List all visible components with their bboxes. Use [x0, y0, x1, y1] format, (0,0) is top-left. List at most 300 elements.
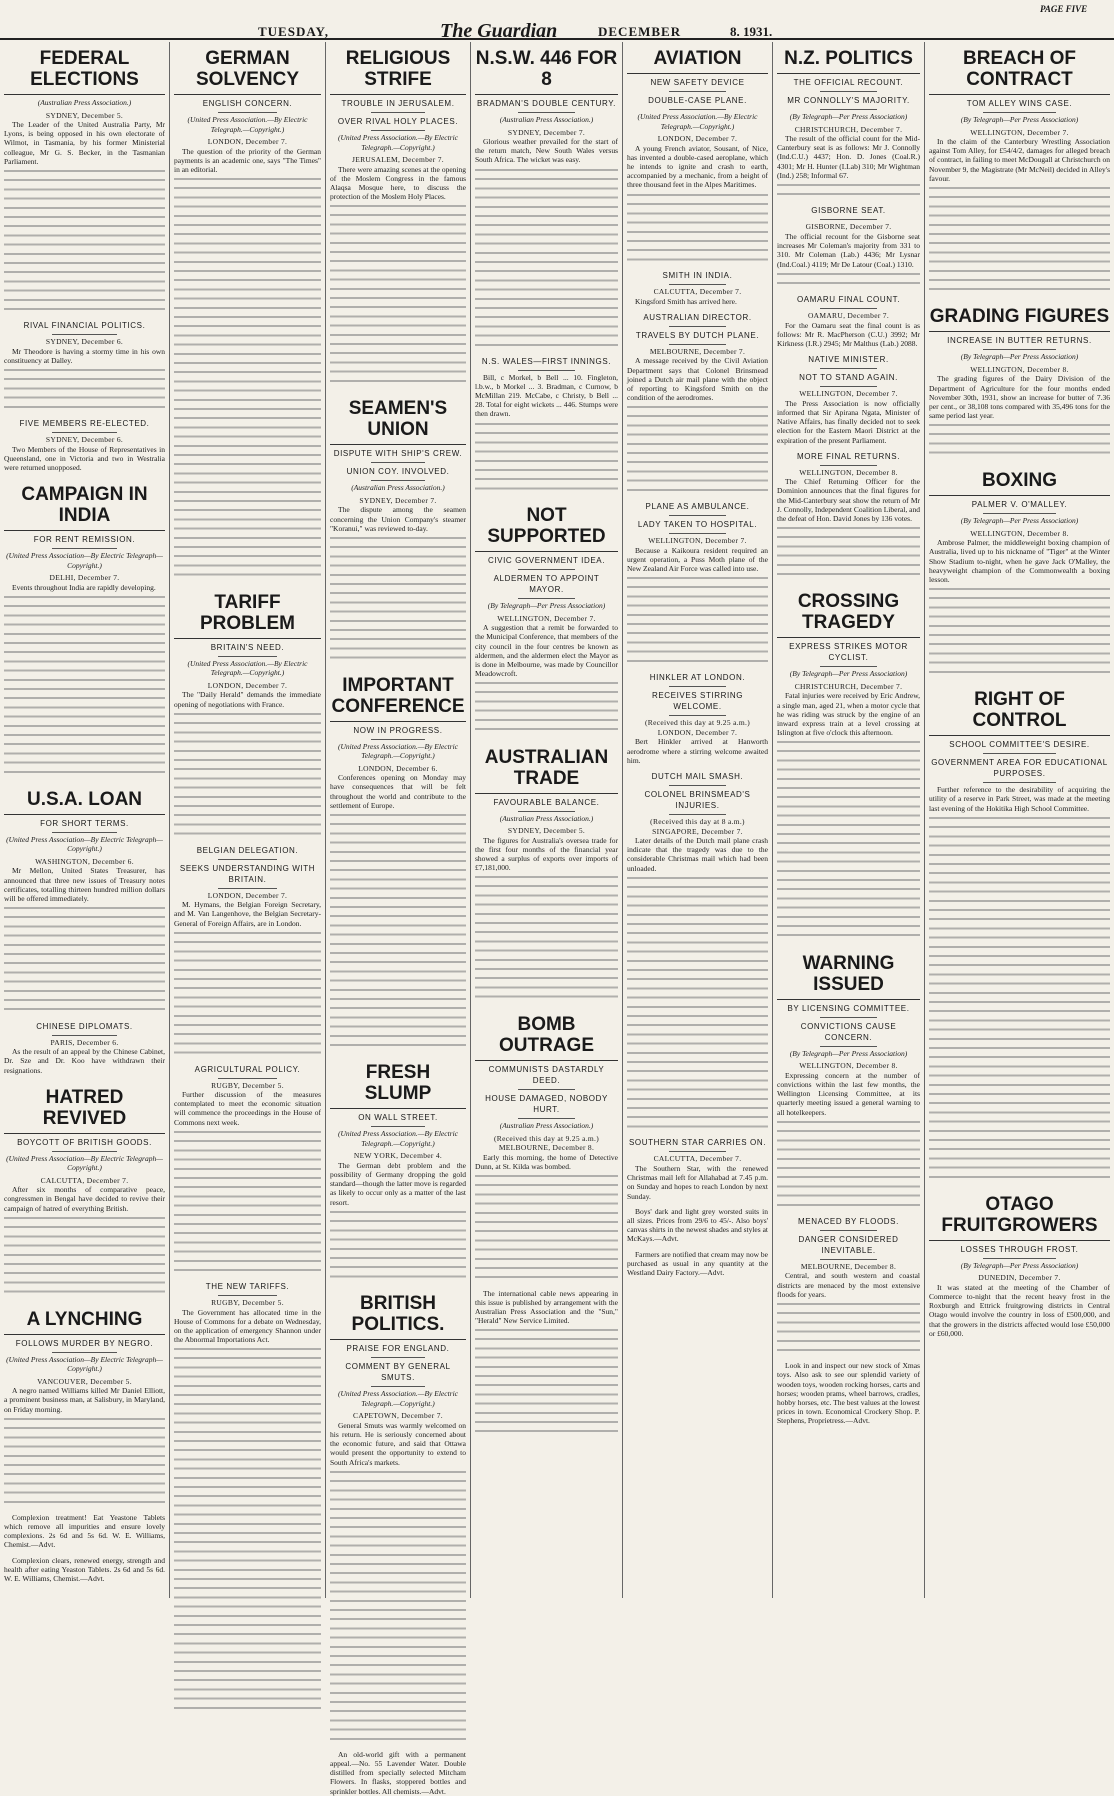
dateline: LONDON, December 6. [358, 763, 438, 773]
dateline: WELLINGTON, December 7. [799, 389, 898, 399]
headline: BRITISH POLITICS. [330, 1287, 466, 1340]
article-text: A negro named Williams killed Mr Daniel Elliott, a prominent business man, at Salisbury, in Maryland, on Friday morning. [4, 1386, 165, 1414]
news-article [4, 320, 165, 412]
news-column [925, 42, 1114, 1598]
subheadline: SCHOOL COMMITTEE'S DESIRE. [949, 740, 1090, 750]
headline: OTAGO FRUITGROWERS [929, 1188, 1110, 1241]
subheadline: RECEIVES STIRRING WELCOME. [651, 691, 744, 712]
article-text-lines [4, 366, 165, 412]
subheadline: PRAISE FOR ENGLAND. [346, 1344, 450, 1354]
article-text: The figures for Australia's oversea trade for the first four months of the financial year showed a surplus of exports over imports of £7,181,000. [475, 835, 618, 873]
article-text: Bert Hinkler arrived at Hanworth aerodrome where a stirring welcome awaited him. [627, 737, 768, 765]
news-article [777, 205, 920, 288]
news-article [627, 312, 768, 496]
article-text: Mr Mellon, United States Treasurer, has announced that three new issues of Treasury notes certificates, totalling thirteen hundred million dollars will be offered immediately. [4, 866, 165, 904]
article-text: The "Daily Herald" demands the immediate opening of negotiations with France. [174, 690, 321, 709]
divider [983, 349, 1055, 350]
article-text-lines [4, 1214, 165, 1297]
headline: A LYNCHING [4, 1303, 165, 1335]
subheadline: FOR SHORT TERMS. [40, 818, 129, 828]
dateline: SYDNEY, December 6. [45, 337, 124, 347]
divider [669, 326, 725, 327]
subheadline: CIVIC GOVERNMENT IDEA. [487, 556, 606, 566]
subheadline: BELGIAN DELEGATION. [196, 845, 299, 855]
article-text: The Government has allocated time in the House of Commons for a debate on Wednesday, on the application of emergency Shannon under the Abnormal Importations Act. [174, 1307, 321, 1345]
article-text-lines [330, 1208, 466, 1282]
divider [820, 219, 877, 220]
divider [518, 811, 575, 812]
newspaper-columns [0, 42, 1114, 1796]
article-text-lines [174, 929, 321, 1058]
article-text-lines [174, 1128, 321, 1275]
divider [371, 739, 425, 740]
press-credit: (United Press Association.—By Electric Telegraph.—Copyright.) [338, 133, 458, 152]
subheadline: BRADMAN'S DOUBLE CENTURY. [477, 99, 616, 108]
press-credit: (United Press Association.—By Electric Telegraph.—Copyright.) [187, 658, 308, 678]
dateline: NEW YORK, December 4. [353, 1151, 443, 1161]
divider [983, 1258, 1055, 1259]
subheadline: NOW IN PROGRESS. [353, 725, 443, 735]
article-text: A message received by the Civil Aviation Department says that Colonel Brinsmead joined a Dutch air mail plane with the object of reporting to Kingsford Smith on the condition of the aerodromes. [627, 356, 768, 403]
dateline: MELBOURNE, December 7. [649, 346, 746, 356]
headline: RELIGIOUS STRIFE [330, 42, 466, 95]
subheadline: SMITH IN INDIA. [662, 271, 733, 281]
news-column [170, 42, 326, 1598]
article-text: Glorious weather prevailed for the start of the return match, New South Wales versus South Africa. The wicket was easy. [475, 137, 618, 165]
press-credit: (By Telegraph—Per Press Association) [789, 112, 908, 121]
divider [669, 533, 725, 534]
divider [983, 112, 1055, 113]
divider [518, 598, 575, 599]
news-article [929, 464, 1110, 677]
divider [518, 112, 575, 113]
news-article [627, 1250, 768, 1278]
dateline: LONDON, December 7. [657, 134, 738, 143]
news-article [777, 1361, 920, 1425]
divider [371, 462, 425, 463]
headline: BOMB OUTRAGE [475, 1008, 618, 1061]
divider [371, 1386, 425, 1387]
divider [820, 666, 877, 667]
news-article [475, 1289, 618, 1437]
subheadline: HINKLER AT LONDON. [649, 673, 746, 683]
subheadline: OVER RIVAL HOLY PLACES. [337, 117, 459, 126]
masthead-date: 8. 1931. [730, 24, 773, 39]
article-text: Mr Theodore is having a stormy time in his own constituency at Dalley. [4, 346, 165, 365]
dateline: MELBOURNE, December 8. [800, 1261, 897, 1271]
divider [218, 1295, 277, 1296]
article-text: The grading figures of the Dairy Division of the Department of Agriculture for the four months ended November 30th, 1931, show an increase for butter of 7.36 per cent., or 38,108 tons compared with 35,496 tons for the same period last year. [929, 374, 1110, 421]
divider [52, 1035, 116, 1036]
divider [518, 569, 575, 570]
article-text: Further discussion of the measures contemplated to meet the economic situation will commence the proceedings in the House of Commons next week. [174, 1090, 321, 1127]
masthead [0, 0, 1114, 40]
article-text-lines [4, 904, 165, 1014]
news-article [174, 586, 321, 839]
divider [820, 386, 877, 387]
article-text: Fatal injuries were received by Eric Andrew, a single man, aged 21, when a motor cycle that he was riding was struck by the engine of an inward express train at a level crossing at Islington at five o'clock this afternoon. [777, 691, 920, 738]
article-text: The international cable news appearing in this issue is published by arrangement with the Australian Press Association and the "Sun," "Herald" New Service Limited. [475, 1288, 618, 1326]
news-article [475, 499, 618, 734]
headline: BREACH OF CONTRACT [929, 42, 1110, 95]
dateline: OAMARU, December 7. [807, 311, 890, 321]
article-text: There were amazing scenes at the opening of the Moslem Congress in the famous Alaqsa Mosque here, to discuss the protection of the Moslem Holy Places. [330, 164, 466, 202]
divider [52, 432, 116, 433]
news-article [627, 501, 768, 666]
subheadline: AGRICULTURAL POLICY. [194, 1064, 301, 1074]
headline: TARIFF PROBLEM [174, 586, 321, 639]
divider [52, 548, 116, 549]
dateline: LONDON, December 7. [207, 137, 288, 146]
divider [820, 109, 877, 110]
article-text-lines [475, 873, 618, 1002]
news-article [4, 1081, 165, 1297]
divider [371, 1126, 425, 1127]
article-text-lines [627, 403, 768, 495]
divider [820, 308, 877, 309]
subheadline: NEW SAFETY DEVICE [650, 78, 745, 87]
divider [371, 112, 425, 113]
article-text-lines [929, 814, 1110, 1182]
masthead-month: DECEMBER [598, 24, 682, 39]
dateline: (Received this day at 8 a.m.) SINGAPORE, December 7. [650, 817, 745, 836]
dateline: CALCUTTA, December 7. [653, 1154, 742, 1164]
article-text: Ambrose Palmer, the middleweight boxing champion of Australia, lived up to his nickname of "Tiger" at the Winter Show Stadium to-night, when he gave Jack O'Malley, the heavyweight champion of the Commonwealth a boxing lesson. [929, 538, 1110, 585]
divider [218, 112, 277, 113]
article-text-lines [777, 738, 920, 940]
divider [669, 515, 725, 516]
article-text-lines [330, 202, 466, 386]
subheadline: PALMER V. O'MALLEY. [971, 500, 1068, 510]
news-article [475, 356, 618, 494]
news-article [475, 741, 618, 1003]
article-text: After six months of comparative peace, congressmen in Bengal have decided to revive their campaign of hatred of everything British. [4, 1185, 165, 1213]
subheadline: MENACED BY FLOODS. [798, 1216, 899, 1226]
dateline: RUGBY, December 5. [211, 1080, 284, 1090]
article-text: The official recount for the Gisborne seat increases Mr Coleman's majority from 331 to 310. Mr Coleman (Lab.) 4436; Mr Lysnar (Ind.Coal.) 4119; Mr De Latour (Coal.) 1310. [777, 231, 920, 269]
news-article [777, 451, 920, 580]
headline: N.S.W. 446 FOR 8 [475, 42, 618, 95]
news-article [627, 1207, 768, 1244]
dateline: PARIS, December 6. [50, 1037, 119, 1047]
divider [371, 130, 425, 131]
article-text: Farmers are notified that cream may now be purchased as usual in any quantity at the Westland Dairy Factory.—Advt. [627, 1249, 768, 1277]
article-text-lines [330, 1468, 466, 1744]
article-text: Events throughout India are rapidly developing. [12, 582, 156, 592]
article-text: Because a Kaikoura resident required an urgent operation, a Puss Moth plane of the New Zealand Air Force was called into use. [627, 545, 768, 574]
headline: BOXING [929, 464, 1110, 496]
headline: FEDERAL ELECTIONS [4, 42, 165, 95]
article-text: Further reference to the desirability of acquiring the utility of a reserve in Park Street, was made at the meeting last evening of the Hokitika High School Committee. [929, 785, 1110, 813]
subheadline: FAVOURABLE BALANCE. [493, 797, 600, 807]
divider [669, 785, 725, 786]
news-column [0, 42, 170, 1598]
news-article [777, 1216, 920, 1355]
article-text-lines [174, 1345, 321, 1713]
article-text: The question of the priority of the German payments is an academic one, says "The Times" in an editorial. [174, 146, 321, 174]
press-credit: (United Press Association.—By Electric Telegraph.—Copyright.) [338, 1389, 458, 1408]
press-credit: (United Press Association.—By Electric Telegraph.—Copyright.) [338, 1129, 458, 1148]
news-article [777, 354, 920, 445]
article-text-lines [777, 524, 920, 579]
subheadline: FIVE MEMBERS RE-ELECTED. [19, 419, 150, 429]
dateline: WELLINGTON, December 8. [970, 528, 1069, 538]
article-text: The result of the official count for the Mid-Canterbury seat is as follows: Mr J. Connolly (Ind.C.U.) 4437; Hon. D. Jones (Coal.R.) 4301; Mr H. Hunter (I.Lab) 310; Mr Wightman (Ind.) 258; Informal 67. [777, 134, 920, 180]
news-article [4, 418, 165, 472]
press-credit: (By Telegraph—Per Press Association) [960, 516, 1079, 526]
press-credit: (United Press Association.—By Electric Telegraph.—Copyright.) [338, 741, 458, 761]
subheadline: TROUBLE IN JERUSALEM. [341, 99, 455, 108]
news-article [330, 1750, 466, 1796]
news-column [326, 42, 471, 1796]
news-article [929, 683, 1110, 1182]
news-article [174, 1281, 321, 1713]
news-article [627, 771, 768, 1131]
headline: CROSSING TRAGEDY [777, 585, 920, 638]
dateline: CALCUTTA, December 7. [40, 1175, 129, 1185]
divider [983, 513, 1055, 514]
subheadline: TRAVELS BY DUTCH PLANE. [635, 330, 760, 340]
dateline: LONDON, December 7. [207, 680, 288, 690]
divider [820, 1230, 877, 1231]
article-text: Look in and inspect our new stock of Xmas toys. Also ask to see our splendid variety of wooden toys, wooden rocking horses, carts and horses; wooden prams, wheel barrows, cradles, hobby horses, etc. The best values at the lowest prices in town. Economical Crockery Shop. P. Stephens, Proprietress.—Advt. [777, 1361, 920, 1426]
dateline: CALCUTTA, December 7. [653, 287, 742, 297]
subheadline: DISPUTE WITH SHIP'S CREW. [333, 449, 463, 459]
dateline: DUNEDIN, December 7. [978, 1273, 1061, 1283]
subheadline: N.S. WALES—FIRST INNINGS. [481, 356, 612, 366]
divider [820, 1017, 877, 1018]
news-column [773, 42, 925, 1598]
dateline: VANCOUVER, December 5. [37, 1376, 132, 1386]
news-article [330, 669, 466, 1051]
subheadline: BOYCOTT OF BRITISH GOODS. [17, 1137, 152, 1147]
article-text-lines [929, 421, 1110, 458]
subheadline: NOT TO STAND AGAIN. [799, 373, 898, 383]
divider [518, 1118, 575, 1119]
article-text-lines [174, 175, 321, 580]
divider [218, 888, 277, 889]
press-credit: (United Press Association—By Electric Telegraph—Copyright.) [6, 1153, 163, 1173]
article-text-lines [777, 1118, 920, 1210]
press-credit: (Australian Press Association.) [37, 98, 132, 107]
news-article [174, 42, 321, 580]
article-text: An old-world gift with a permanent appeal.—No. 55 Lavender Water. Double distilled from specially selected Mitcham Flowers. In flasks, stoppered bottles and sprinkler bottles. All chemists.—Advt. [330, 1749, 466, 1796]
divider [52, 1151, 116, 1152]
headline: GERMAN SOLVENCY [174, 42, 321, 95]
news-article [4, 478, 165, 777]
article-text: Two Members of the House of Representatives in Queensland, one in Victoria and two in Westralia were returned unopposed. [4, 444, 165, 473]
press-credit: (Australian Press Association.) [351, 483, 445, 493]
article-text-lines [929, 184, 1110, 294]
divider [371, 1357, 425, 1358]
news-article [4, 42, 165, 314]
dateline: DELHI, December 7. [49, 573, 120, 583]
press-credit: (United Press Association—By Electric Telegraph—Copyright.) [6, 551, 163, 570]
article-text: Complexion clears, renewed energy, strength and health after eating Yeaston Tablets. 2s 6d and 5s 6d. W. E. Williams, Chemist.—Advt. [4, 1555, 165, 1583]
dateline: WELLINGTON, December 8. [970, 364, 1069, 374]
article-text-lines [627, 574, 768, 666]
dateline: RUGBY, December 5. [211, 1298, 284, 1308]
subheadline: DANGER CONSIDERED INEVITABLE. [798, 1234, 899, 1255]
subheadline: DUTCH MAIL SMASH. [651, 772, 744, 782]
news-article [627, 42, 768, 264]
news-article [4, 1303, 165, 1507]
article-text-lines [777, 181, 920, 199]
article-text: The dispute among the seamen concerning the Union Company's steamer "Koranui," was reviewed to-day. [330, 505, 466, 533]
article-text-lines [475, 166, 618, 350]
subheadline: LOSSES THROUGH FROST. [960, 1244, 1079, 1254]
subheadline: SOUTHERN STAR CARRIES ON. [628, 1138, 767, 1148]
article-text-lines [627, 191, 768, 265]
article-text: Boys' dark and light grey worsted suits in all sizes. Prices from 29/6 to 45/-. Also boys' canvas shirts in the newest shades and styles at McKays.—Advt. [627, 1206, 768, 1244]
subheadline: COMMENT BY GENERAL SMUTS. [345, 1362, 451, 1383]
article-text-lines [627, 874, 768, 1132]
divider [669, 715, 725, 716]
divider [820, 1259, 877, 1260]
article-text-lines [777, 270, 920, 288]
headline: NOT SUPPORTED [475, 499, 618, 552]
subheadline: NATIVE MINISTER. [808, 355, 889, 365]
subheadline: ON WALL STREET. [358, 1113, 438, 1123]
divider [218, 1078, 277, 1079]
article-text: In the claim of the Canterbury Wrestling Association against Tom Alley, for £54/4/2, damages for alleged breach of contract, in failing to meet McDougall at Christchurch on November 9, the Magistrate (Mr McNeil) decided in Alley's favour. [929, 137, 1110, 183]
article-text: Early this morning, the home of Detective Dunn, at St. Kilda was bombed. [475, 1152, 618, 1171]
article-text: Central, and south western and coastal districts are menaced by the most extensive floods for years. [777, 1271, 920, 1299]
subheadline: FOR RENT REMISSION. [33, 535, 136, 545]
divider [669, 1151, 725, 1152]
press-credit: (United Press Association—By Electric Telegraph—Copyright.) [6, 834, 163, 854]
news-article [929, 300, 1110, 458]
masthead-day: TUESDAY, [258, 24, 329, 39]
subheadline: TOM ALLEY WINS CASE. [966, 99, 1073, 108]
divider [820, 465, 877, 466]
divider [218, 859, 277, 860]
subheadline: THE NEW TARIFFS. [205, 1282, 290, 1292]
subheadline: THE OFFICIAL RECOUNT. [793, 78, 904, 87]
news-article [330, 42, 466, 386]
news-article [929, 1188, 1110, 1338]
subheadline: ENGLISH CONCERN. [202, 99, 293, 108]
article-text: The Press Association is now officially informed that Sir Apirana Ngata, Minister of Native Affairs, has finally decided not to seek election for the Eastern Maori District at the expiration of the present Parliament. [777, 398, 920, 445]
subheadline: FOLLOWS MURDER BY NEGRO. [15, 1338, 154, 1348]
subheadline: EXPRESS STRIKES MOTOR CYCLIST. [789, 642, 908, 663]
dateline: (Received this day at 9.25 a.m.) LONDON, December 7. [645, 718, 750, 737]
article-text-lines [929, 585, 1110, 677]
article-text-lines [330, 534, 466, 663]
news-article [475, 1008, 618, 1282]
news-article [330, 1056, 466, 1281]
article-text-lines [4, 1415, 165, 1507]
press-credit: (Australian Press Association.) [499, 813, 594, 823]
divider [820, 91, 877, 92]
divider [669, 686, 725, 687]
news-article [777, 947, 920, 1210]
dateline: CHRISTCHURCH, December 7. [794, 681, 903, 691]
page-number: PAGE FIVE [1040, 4, 1088, 14]
masthead-title: The Guardian [440, 20, 558, 42]
news-article [627, 270, 768, 306]
article-text: Conferences opening on Monday may have consequences that will be felt throughout the world and contribute to the settlement of Europe. [330, 773, 466, 810]
press-credit: (By Telegraph—Per Press Association) [487, 601, 606, 611]
dateline: WELLINGTON, December 8. [799, 467, 898, 477]
article-text: Later details of the Dutch mail plane crash indicate that the tragedy was due to the considerable Christmas mail which had been unloaded. [627, 836, 768, 873]
headline: IMPORTANT CONFERENCE [330, 669, 466, 722]
divider [983, 753, 1055, 754]
subheadline: OAMARU FINAL COUNT. [796, 295, 901, 305]
headline: SEAMEN'S UNION [330, 392, 466, 445]
subheadline: HOUSE DAMAGED, NOBODY HURT. [485, 1094, 608, 1115]
news-article [777, 42, 920, 199]
article-text: The Southern Star, with the renewed Christmas mail left for Allahabad at 7.45 p.m. on Sunday and hopes to reach London by next Sunday. [627, 1163, 768, 1201]
article-text-lines [174, 710, 321, 839]
subheadline: BRITAIN'S NEED. [210, 642, 285, 652]
divider [371, 480, 425, 481]
article-text: For the Oamaru seat the final count is as follows: Mr R. MacPherson (C.U.) 3992; Mr Kirkness (I.R.) 2945; Mr Malthus (Lab.) 2088. [777, 320, 920, 349]
press-credit: (United Press Association—By Electric Telegraph—Copyright.) [6, 1354, 163, 1374]
news-article [4, 1513, 165, 1550]
article-text-lines [475, 679, 618, 734]
article-text-lines [475, 420, 618, 494]
subheadline: COLONEL BRINSMEAD'S INJURIES. [644, 790, 751, 811]
dateline: WASHINGTON, December 6. [35, 856, 134, 866]
news-article [4, 783, 165, 1015]
press-credit: (Australian Press Association.) [499, 115, 594, 124]
dateline: LONDON, December 7. [207, 890, 288, 900]
headline: HATRED REVIVED [4, 1081, 165, 1134]
dateline: WELLINGTON, December 8. [799, 1061, 898, 1071]
article-text: A young French aviator, Sousant, of Nice, has invented a double-cased aeroplane, which he intends to ignite and crash to earth, accompanied by a mechanic, from a height of three thousand feet in the Alpes Maritimes. [627, 143, 768, 190]
divider [983, 782, 1055, 783]
subheadline: INCREASE IN BUTTER RETURNS. [947, 336, 1092, 346]
article-text-lines [4, 167, 165, 314]
dateline: (Received this day at 9.25 a.m.) MELBOURNE, December 8. [494, 1133, 599, 1153]
subheadline: PLANE AS AMBULANCE. [645, 502, 750, 512]
news-column [623, 42, 773, 1598]
dateline: SYDNEY, December 5. [507, 826, 586, 836]
news-article [475, 42, 618, 350]
news-article [4, 1021, 165, 1075]
article-text-lines [330, 811, 466, 1050]
news-article [4, 1556, 165, 1584]
divider [518, 1089, 575, 1090]
news-article [330, 392, 466, 662]
divider [669, 284, 725, 285]
subheadline: MORE FINAL RETURNS. [796, 451, 901, 461]
news-article [929, 42, 1110, 294]
news-article [777, 585, 920, 940]
news-article [174, 1064, 321, 1276]
subheadline: UNION COY. INVOLVED. [346, 467, 450, 477]
headline: CAMPAIGN IN INDIA [4, 478, 165, 531]
dateline: SYDNEY, December 6. [45, 435, 124, 445]
article-text: General Smuts was warmly welcomed on his return. He is seriously concerned about the economic future, and said that Ottawa would present the opportunity to extend to South Africa's markets. [330, 1420, 466, 1467]
dateline: SYDNEY, December 5. [45, 110, 124, 120]
news-article [174, 845, 321, 1058]
dateline: WELLINGTON, December 7. [497, 613, 596, 623]
article-text: Expressing concern at the number of convictions within the last few months, the Wellington Licensing Committee, at its quarterly meeting issued a general warning to all hotelkeepers. [777, 1070, 920, 1117]
subheadline: GOVERNMENT AREA FOR EDUCATIONAL PURPOSES. [931, 758, 1108, 779]
press-credit: (Australian Press Association.) [499, 1121, 594, 1131]
press-credit: (By Telegraph—Per Press Association) [789, 1048, 908, 1058]
divider [820, 368, 877, 369]
press-credit: (By Telegraph—Per Press Association) [960, 1260, 1079, 1270]
divider [669, 814, 725, 815]
divider [218, 656, 277, 657]
divider [52, 334, 116, 335]
article-text: Kingsford Smith has arrived here. [635, 296, 737, 306]
subheadline: COMMUNISTS DASTARDLY DEED. [488, 1065, 605, 1086]
dateline: CHRISTCHURCH, December 7. [794, 124, 903, 134]
